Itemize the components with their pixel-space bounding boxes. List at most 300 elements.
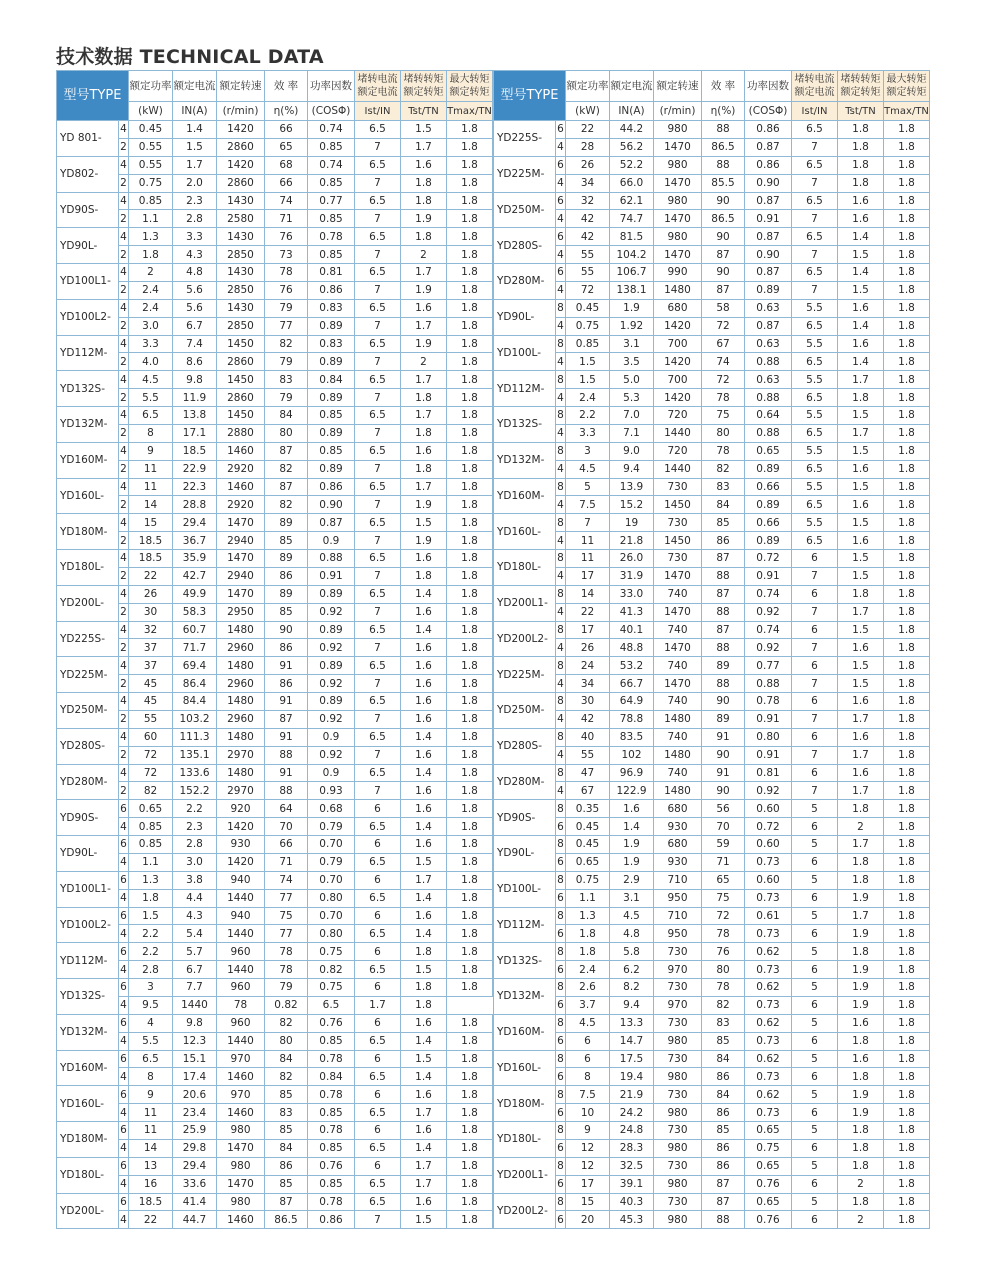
starting-torque-ratio-cell: 1.6 (401, 639, 447, 657)
current-cell: 17.1 (173, 424, 217, 442)
table-row (57, 264, 493, 282)
pole-count-cell: 4 (119, 442, 129, 460)
current-cell: 1.92 (610, 317, 654, 335)
starting-current-ratio-cell: 7 (792, 281, 838, 299)
table-row (57, 961, 493, 979)
starting-current-ratio-cell: 6.5 (792, 532, 838, 550)
pole-count-cell: 4 (556, 746, 566, 764)
speed-cell: 2860 (217, 389, 265, 407)
starting-current-ratio-cell: 6.5 (355, 818, 401, 836)
power-unit: (kW) (129, 102, 173, 121)
efficiency-cell: 86 (702, 1104, 745, 1122)
current-cell: 3.8 (173, 871, 217, 889)
current-cell: 35.9 (173, 550, 217, 568)
pole-count-cell: 6 (556, 228, 566, 246)
power-cell: 30 (566, 693, 610, 711)
table-row (494, 210, 930, 228)
efficiency-cell: 86 (702, 532, 745, 550)
pole-count-cell: 4 (119, 478, 129, 496)
current-cell: 29.8 (173, 1139, 217, 1157)
efficiency-cell: 85 (265, 1122, 308, 1140)
pole-count-cell: 4 (119, 407, 129, 425)
power-factor-cell: 0.84 (308, 371, 355, 389)
starting-torque-ratio-cell: 1.7 (401, 1157, 447, 1175)
starting-current-ratio-cell: 6.5 (355, 192, 401, 210)
starting-torque-ratio-cell: 1.5 (401, 1050, 447, 1068)
power-factor-cell: 0.74 (745, 585, 792, 603)
pole-count-cell: 4 (119, 1068, 129, 1086)
max-torque-ratio-cell: 1.8 (447, 943, 493, 961)
power-cell: 55 (566, 746, 610, 764)
power-cell: 14 (129, 1139, 173, 1157)
power-factor-cell: 0.76 (745, 1211, 792, 1229)
starting-torque-ratio-unit: Tst/TN (838, 102, 884, 121)
efficiency-cell: 91 (265, 728, 308, 746)
starting-torque-ratio-cell: 1.7 (838, 836, 884, 854)
efficiency-cell: 91 (702, 728, 745, 746)
max-torque-ratio-cell: 1.8 (447, 1139, 493, 1157)
speed-cell: 1460 (217, 1211, 265, 1229)
pole-count-cell: 4 (119, 728, 129, 746)
pole-count-cell: 8 (556, 728, 566, 746)
current-cell: 5.6 (173, 299, 217, 317)
current-cell: 1.7 (173, 156, 217, 174)
efficiency-cell: 91 (702, 764, 745, 782)
efficiency-cell: 73 (265, 246, 308, 264)
table-row (57, 478, 493, 496)
speed-cell: 980 (654, 1068, 702, 1086)
speed-cell: 980 (654, 121, 702, 139)
efficiency-cell: 83 (265, 1104, 308, 1122)
efficiency-cell: 88 (702, 603, 745, 621)
table-row (494, 174, 930, 192)
pole-count-cell: 8 (556, 907, 566, 925)
power-cell: 4 (129, 1014, 173, 1032)
efficiency-cell: 89 (702, 657, 745, 675)
power-cell: 6.5 (129, 407, 173, 425)
table-row (494, 996, 930, 1014)
table-row (57, 1211, 493, 1229)
starting-torque-ratio-cell: 1.8 (838, 871, 884, 889)
pole-count-cell: 6 (119, 1122, 129, 1140)
starting-torque-ratio-cell: 1.7 (838, 907, 884, 925)
table-row (494, 353, 930, 371)
pole-count-cell: 4 (119, 264, 129, 282)
pole-count-cell: 8 (556, 979, 566, 997)
power-factor-cell: 0.89 (308, 389, 355, 407)
current-cell: 5.7 (173, 943, 217, 961)
current-cell: 22.9 (173, 460, 217, 478)
efficiency-cell: 66 (265, 121, 308, 139)
max-torque-ratio-cell: 1.8 (447, 246, 493, 264)
efficiency-cell: 74 (702, 353, 745, 371)
pole-count-cell: 8 (556, 1122, 566, 1140)
power-factor-cell: 0.89 (745, 281, 792, 299)
power-factor-cell: 0.73 (745, 925, 792, 943)
starting-torque-ratio-cell: 1.4 (401, 889, 447, 907)
efficiency-cell: 76 (265, 228, 308, 246)
efficiency-cell: 90 (702, 264, 745, 282)
speed-cell: 980 (654, 192, 702, 210)
efficiency-cell: 87 (702, 281, 745, 299)
power-factor-cell: 0.88 (745, 389, 792, 407)
starting-torque-ratio-cell: 1.5 (401, 1211, 447, 1229)
efficiency-cell: 85 (265, 1086, 308, 1104)
starting-current-ratio-cell: 7 (355, 675, 401, 693)
starting-torque-ratio-cell: 1.6 (838, 1014, 884, 1032)
starting-current-ratio-cell: 6.5 (355, 550, 401, 568)
efficiency-cell: 78 (265, 961, 308, 979)
efficiency-cell: 88 (265, 782, 308, 800)
table-row (494, 782, 930, 800)
power-factor-cell: 0.77 (745, 657, 792, 675)
motor-type-cell: YD180L- (57, 1157, 119, 1193)
power-cell: 1.3 (566, 907, 610, 925)
table-row (494, 228, 930, 246)
power-factor-cell: 0.62 (745, 1014, 792, 1032)
current-cell: 39.1 (610, 1175, 654, 1193)
max-torque-ratio-cell: 1.8 (447, 1193, 493, 1211)
starting-torque-ratio-cell: 1.4 (838, 228, 884, 246)
power-cell: 0.75 (566, 871, 610, 889)
power-factor-cell: 0.91 (745, 567, 792, 585)
speed-cell: 720 (654, 407, 702, 425)
speed-cell: 930 (654, 818, 702, 836)
starting-torque-ratio-cell: 1.8 (401, 996, 447, 1014)
current-cell: 152.2 (173, 782, 217, 800)
max-torque-ratio-cell: 1.8 (447, 871, 493, 889)
power-factor-cell: 0.72 (745, 550, 792, 568)
efficiency-cell: 86 (702, 1157, 745, 1175)
power-cell: 12 (566, 1139, 610, 1157)
current-cell: 17.5 (610, 1050, 654, 1068)
table-row (494, 1211, 930, 1229)
efficiency-cell: 59 (702, 836, 745, 854)
power-cell: 0.85 (129, 818, 173, 836)
power-cell: 72 (129, 764, 173, 782)
starting-current-ratio-cell: 1.7 (355, 996, 401, 1014)
speed-cell: 930 (654, 853, 702, 871)
power-factor-cell: 0.63 (745, 299, 792, 317)
efficiency-cell: 87 (702, 621, 745, 639)
starting-torque-ratio-cell: 1.5 (838, 567, 884, 585)
current-cell: 5.3 (610, 389, 654, 407)
efficiency-cell: 89 (265, 585, 308, 603)
pole-count-cell: 4 (119, 514, 129, 532)
power-factor-cell: 0.74 (308, 156, 355, 174)
table-row (494, 1086, 930, 1104)
starting-current-ratio-cell: 6.5 (792, 156, 838, 174)
current-cell: 96.9 (610, 764, 654, 782)
power-cell: 1.1 (129, 853, 173, 871)
starting-torque-ratio-cell: 1.5 (838, 621, 884, 639)
starting-torque-ratio-cell: 1.8 (401, 979, 447, 997)
power-cell: 3.3 (129, 335, 173, 353)
max-torque-ratio-cell: 1.8 (447, 192, 493, 210)
speed-cell: 2860 (217, 174, 265, 192)
pole-count-cell: 4 (119, 228, 129, 246)
speed-cell: 2960 (217, 675, 265, 693)
speed-cell: 980 (654, 156, 702, 174)
power-factor-cell: 0.79 (308, 818, 355, 836)
starting-torque-ratio-cell: 1.4 (401, 585, 447, 603)
max-torque-ratio-cell: 1.8 (884, 1157, 930, 1175)
efficiency-cell: 80 (265, 424, 308, 442)
power-cell: 0.35 (566, 800, 610, 818)
starting-current-ratio-unit: Ist/IN (355, 102, 401, 121)
power-cell: 11 (129, 478, 173, 496)
pole-count-cell: 4 (119, 1104, 129, 1122)
starting-torque-ratio-cell: 2 (401, 353, 447, 371)
pole-count-cell: 8 (556, 514, 566, 532)
power-cell: 11 (129, 1104, 173, 1122)
power-cell: 1.5 (566, 371, 610, 389)
starting-torque-ratio-cell: 1.6 (401, 836, 447, 854)
max-torque-ratio-cell: 1.8 (447, 728, 493, 746)
speed-cell: 970 (217, 1086, 265, 1104)
current-cell: 66.0 (610, 174, 654, 192)
pole-count-cell: 4 (119, 156, 129, 174)
power-factor-cell: 0.79 (308, 853, 355, 871)
table-row (57, 353, 493, 371)
speed-cell: 1450 (217, 371, 265, 389)
max-torque-ratio-cell: 1.8 (884, 1014, 930, 1032)
starting-current-ratio-cell: 6 (355, 800, 401, 818)
efficiency-cell: 82 (702, 460, 745, 478)
power-factor-cell: 0.85 (308, 1032, 355, 1050)
starting-current-ratio-cell: 6.5 (355, 156, 401, 174)
efficiency-cell: 78 (265, 264, 308, 282)
power-factor-cell: 0.85 (308, 174, 355, 192)
power-factor-cell: 0.65 (745, 1193, 792, 1211)
speed-cell: 680 (654, 800, 702, 818)
starting-current-ratio-cell: 5.5 (792, 442, 838, 460)
max-torque-ratio-cell: 1.8 (884, 1211, 930, 1229)
table-row (57, 925, 493, 943)
starting-current-ratio-cell: 6 (792, 1175, 838, 1193)
speed-cell: 730 (654, 979, 702, 997)
starting-current-ratio-cell: 6.5 (355, 764, 401, 782)
current-cell: 56.2 (610, 138, 654, 156)
max-torque-ratio-cell: 1.8 (884, 246, 930, 264)
table-row (57, 979, 493, 997)
table-row (494, 246, 930, 264)
starting-torque-ratio-cell: 1.6 (838, 764, 884, 782)
max-torque-ratio-cell: 1.8 (884, 407, 930, 425)
pole-count-cell: 4 (556, 174, 566, 192)
power-factor-cell: 0.89 (308, 621, 355, 639)
max-torque-ratio-cell: 1.8 (447, 1175, 493, 1193)
power-cell: 42 (566, 710, 610, 728)
current-cell: 44.7 (173, 1211, 217, 1229)
starting-current-ratio-cell: 7 (355, 746, 401, 764)
max-torque-ratio-cell: 1.8 (884, 442, 930, 460)
table-row (57, 550, 493, 568)
current-cell: 13.9 (610, 478, 654, 496)
max-torque-ratio-header: 最大转矩额定转矩 (884, 71, 930, 102)
power-unit: (kW) (566, 102, 610, 121)
max-torque-ratio-cell: 1.8 (884, 585, 930, 603)
motor-type-cell: YD160L- (57, 1086, 119, 1122)
table-row (494, 836, 930, 854)
speed-cell: 1440 (217, 1032, 265, 1050)
starting-torque-ratio-cell: 1.9 (401, 532, 447, 550)
pole-count-cell: 4 (556, 138, 566, 156)
starting-current-ratio-header: 堵转电流额定电流 (355, 71, 401, 102)
speed-cell: 730 (654, 1014, 702, 1032)
starting-torque-ratio-cell: 1.8 (838, 1032, 884, 1050)
starting-current-ratio-cell: 7 (355, 639, 401, 657)
efficiency-cell: 72 (702, 317, 745, 335)
motor-type-cell: YD250M- (494, 693, 556, 729)
power-cell: 0.65 (566, 853, 610, 871)
power-factor-cell: 0.81 (745, 764, 792, 782)
efficiency-cell: 84 (702, 496, 745, 514)
current-cell: 13.8 (173, 407, 217, 425)
efficiency-cell: 56 (702, 800, 745, 818)
power-factor-cell: 0.86 (308, 1211, 355, 1229)
speed-unit: (r/min) (217, 102, 265, 121)
max-torque-ratio-cell: 1.8 (447, 478, 493, 496)
table-row (494, 389, 930, 407)
speed-cell: 1450 (654, 496, 702, 514)
current-cell: 28.3 (610, 1139, 654, 1157)
speed-cell: 1420 (654, 317, 702, 335)
current-cell: 41.3 (610, 603, 654, 621)
speed-cell: 2850 (217, 317, 265, 335)
starting-current-ratio-cell: 7 (355, 246, 401, 264)
current-cell: 9.8 (173, 371, 217, 389)
starting-torque-ratio-cell: 1.7 (401, 407, 447, 425)
efficiency-cell: 68 (265, 156, 308, 174)
power-factor-cell: 0.88 (745, 353, 792, 371)
pole-count-cell: 4 (556, 603, 566, 621)
efficiency-cell: 87 (265, 1193, 308, 1211)
table-row (57, 532, 493, 550)
power-factor-cell: 0.9 (308, 728, 355, 746)
table-row (494, 1157, 930, 1175)
table-row (494, 121, 930, 139)
current-cell: 133.6 (173, 764, 217, 782)
table-row (494, 496, 930, 514)
power-factor-cell: 0.63 (745, 335, 792, 353)
table-row (57, 407, 493, 425)
motor-type-cell: YD132M- (57, 1014, 119, 1050)
pole-count-cell: 8 (556, 657, 566, 675)
power-factor-cell: 0.80 (308, 925, 355, 943)
max-torque-ratio-cell: 1.8 (884, 657, 930, 675)
efficiency-cell: 85 (702, 514, 745, 532)
max-torque-ratio-cell: 1.8 (884, 496, 930, 514)
power-header: 额定功率 (129, 71, 173, 102)
current-cell: 15.2 (610, 496, 654, 514)
current-cell: 2.3 (173, 818, 217, 836)
pole-count-cell: 4 (556, 710, 566, 728)
power-cell: 1.3 (129, 228, 173, 246)
max-torque-ratio-cell: 1.8 (884, 335, 930, 353)
table-row (57, 818, 493, 836)
starting-current-ratio-cell: 6.5 (792, 424, 838, 442)
starting-current-ratio-cell: 7 (355, 281, 401, 299)
current-cell: 29.4 (173, 514, 217, 532)
power-factor-cell: 0.75 (308, 979, 355, 997)
max-torque-ratio-cell: 1.8 (447, 603, 493, 621)
speed-cell: 960 (217, 943, 265, 961)
efficiency-cell: 89 (265, 550, 308, 568)
starting-current-ratio-cell: 5.5 (792, 514, 838, 532)
starting-current-ratio-cell: 6.5 (355, 889, 401, 907)
efficiency-cell: 71 (702, 853, 745, 871)
pole-count-cell: 2 (119, 138, 129, 156)
speed-cell: 740 (654, 621, 702, 639)
starting-torque-ratio-cell: 1.4 (401, 621, 447, 639)
pole-count-cell: 6 (556, 961, 566, 979)
power-factor-cell: 0.92 (745, 782, 792, 800)
starting-torque-ratio-cell: 1.5 (401, 961, 447, 979)
power-factor-cell: 0.62 (745, 1086, 792, 1104)
table-row (57, 1157, 493, 1175)
starting-current-ratio-cell: 6.5 (355, 621, 401, 639)
power-factor-cell: 0.91 (308, 567, 355, 585)
efficiency-cell: 72 (702, 907, 745, 925)
power-cell: 1.5 (129, 907, 173, 925)
speed-cell: 970 (654, 996, 702, 1014)
speed-cell: 700 (654, 371, 702, 389)
efficiency-cell: 90 (702, 192, 745, 210)
power-cell: 28 (566, 138, 610, 156)
starting-current-ratio-cell: 5 (792, 1050, 838, 1068)
table-row (57, 693, 493, 711)
starting-current-ratio-cell: 6.5 (355, 407, 401, 425)
speed-cell: 1450 (654, 532, 702, 550)
pole-count-cell: 8 (556, 335, 566, 353)
current-cell: 21.9 (610, 1086, 654, 1104)
efficiency-cell: 86 (702, 1139, 745, 1157)
speed-cell: 1470 (654, 639, 702, 657)
current-cell: 32.5 (610, 1157, 654, 1175)
starting-torque-ratio-cell: 1.8 (401, 460, 447, 478)
efficiency-cell: 82 (702, 996, 745, 1014)
max-torque-ratio-cell: 1.8 (447, 979, 493, 997)
pole-count-cell: 8 (556, 585, 566, 603)
current-cell: 1.9 (610, 836, 654, 854)
max-torque-ratio-cell: 1.8 (447, 746, 493, 764)
current-cell: 5.4 (173, 925, 217, 943)
starting-current-ratio-cell: 6.5 (792, 389, 838, 407)
pole-count-cell: 4 (556, 389, 566, 407)
motor-type-cell: YD100L2- (57, 299, 119, 335)
starting-current-ratio-cell: 6.5 (355, 925, 401, 943)
starting-current-ratio-cell: 6 (792, 853, 838, 871)
max-torque-ratio-cell: 1.8 (447, 621, 493, 639)
power-factor-cell: 0.89 (308, 585, 355, 603)
power-cell: 34 (566, 675, 610, 693)
starting-torque-ratio-cell: 1.5 (838, 550, 884, 568)
starting-torque-ratio-cell: 1.5 (838, 442, 884, 460)
motor-type-cell: YD100L- (494, 335, 556, 371)
motor-type-cell: YD132M- (494, 979, 556, 1015)
starting-torque-ratio-cell: 1.6 (401, 156, 447, 174)
table-row (57, 174, 493, 192)
power-cell: 26 (566, 156, 610, 174)
current-cell: 138.1 (610, 281, 654, 299)
power-cell: 4.5 (566, 460, 610, 478)
starting-current-ratio-cell: 5 (792, 1122, 838, 1140)
current-cell: 13.3 (610, 1014, 654, 1032)
power-cell: 0.55 (129, 138, 173, 156)
max-torque-ratio-cell: 1.8 (447, 281, 493, 299)
current-cell: 14.7 (610, 1032, 654, 1050)
